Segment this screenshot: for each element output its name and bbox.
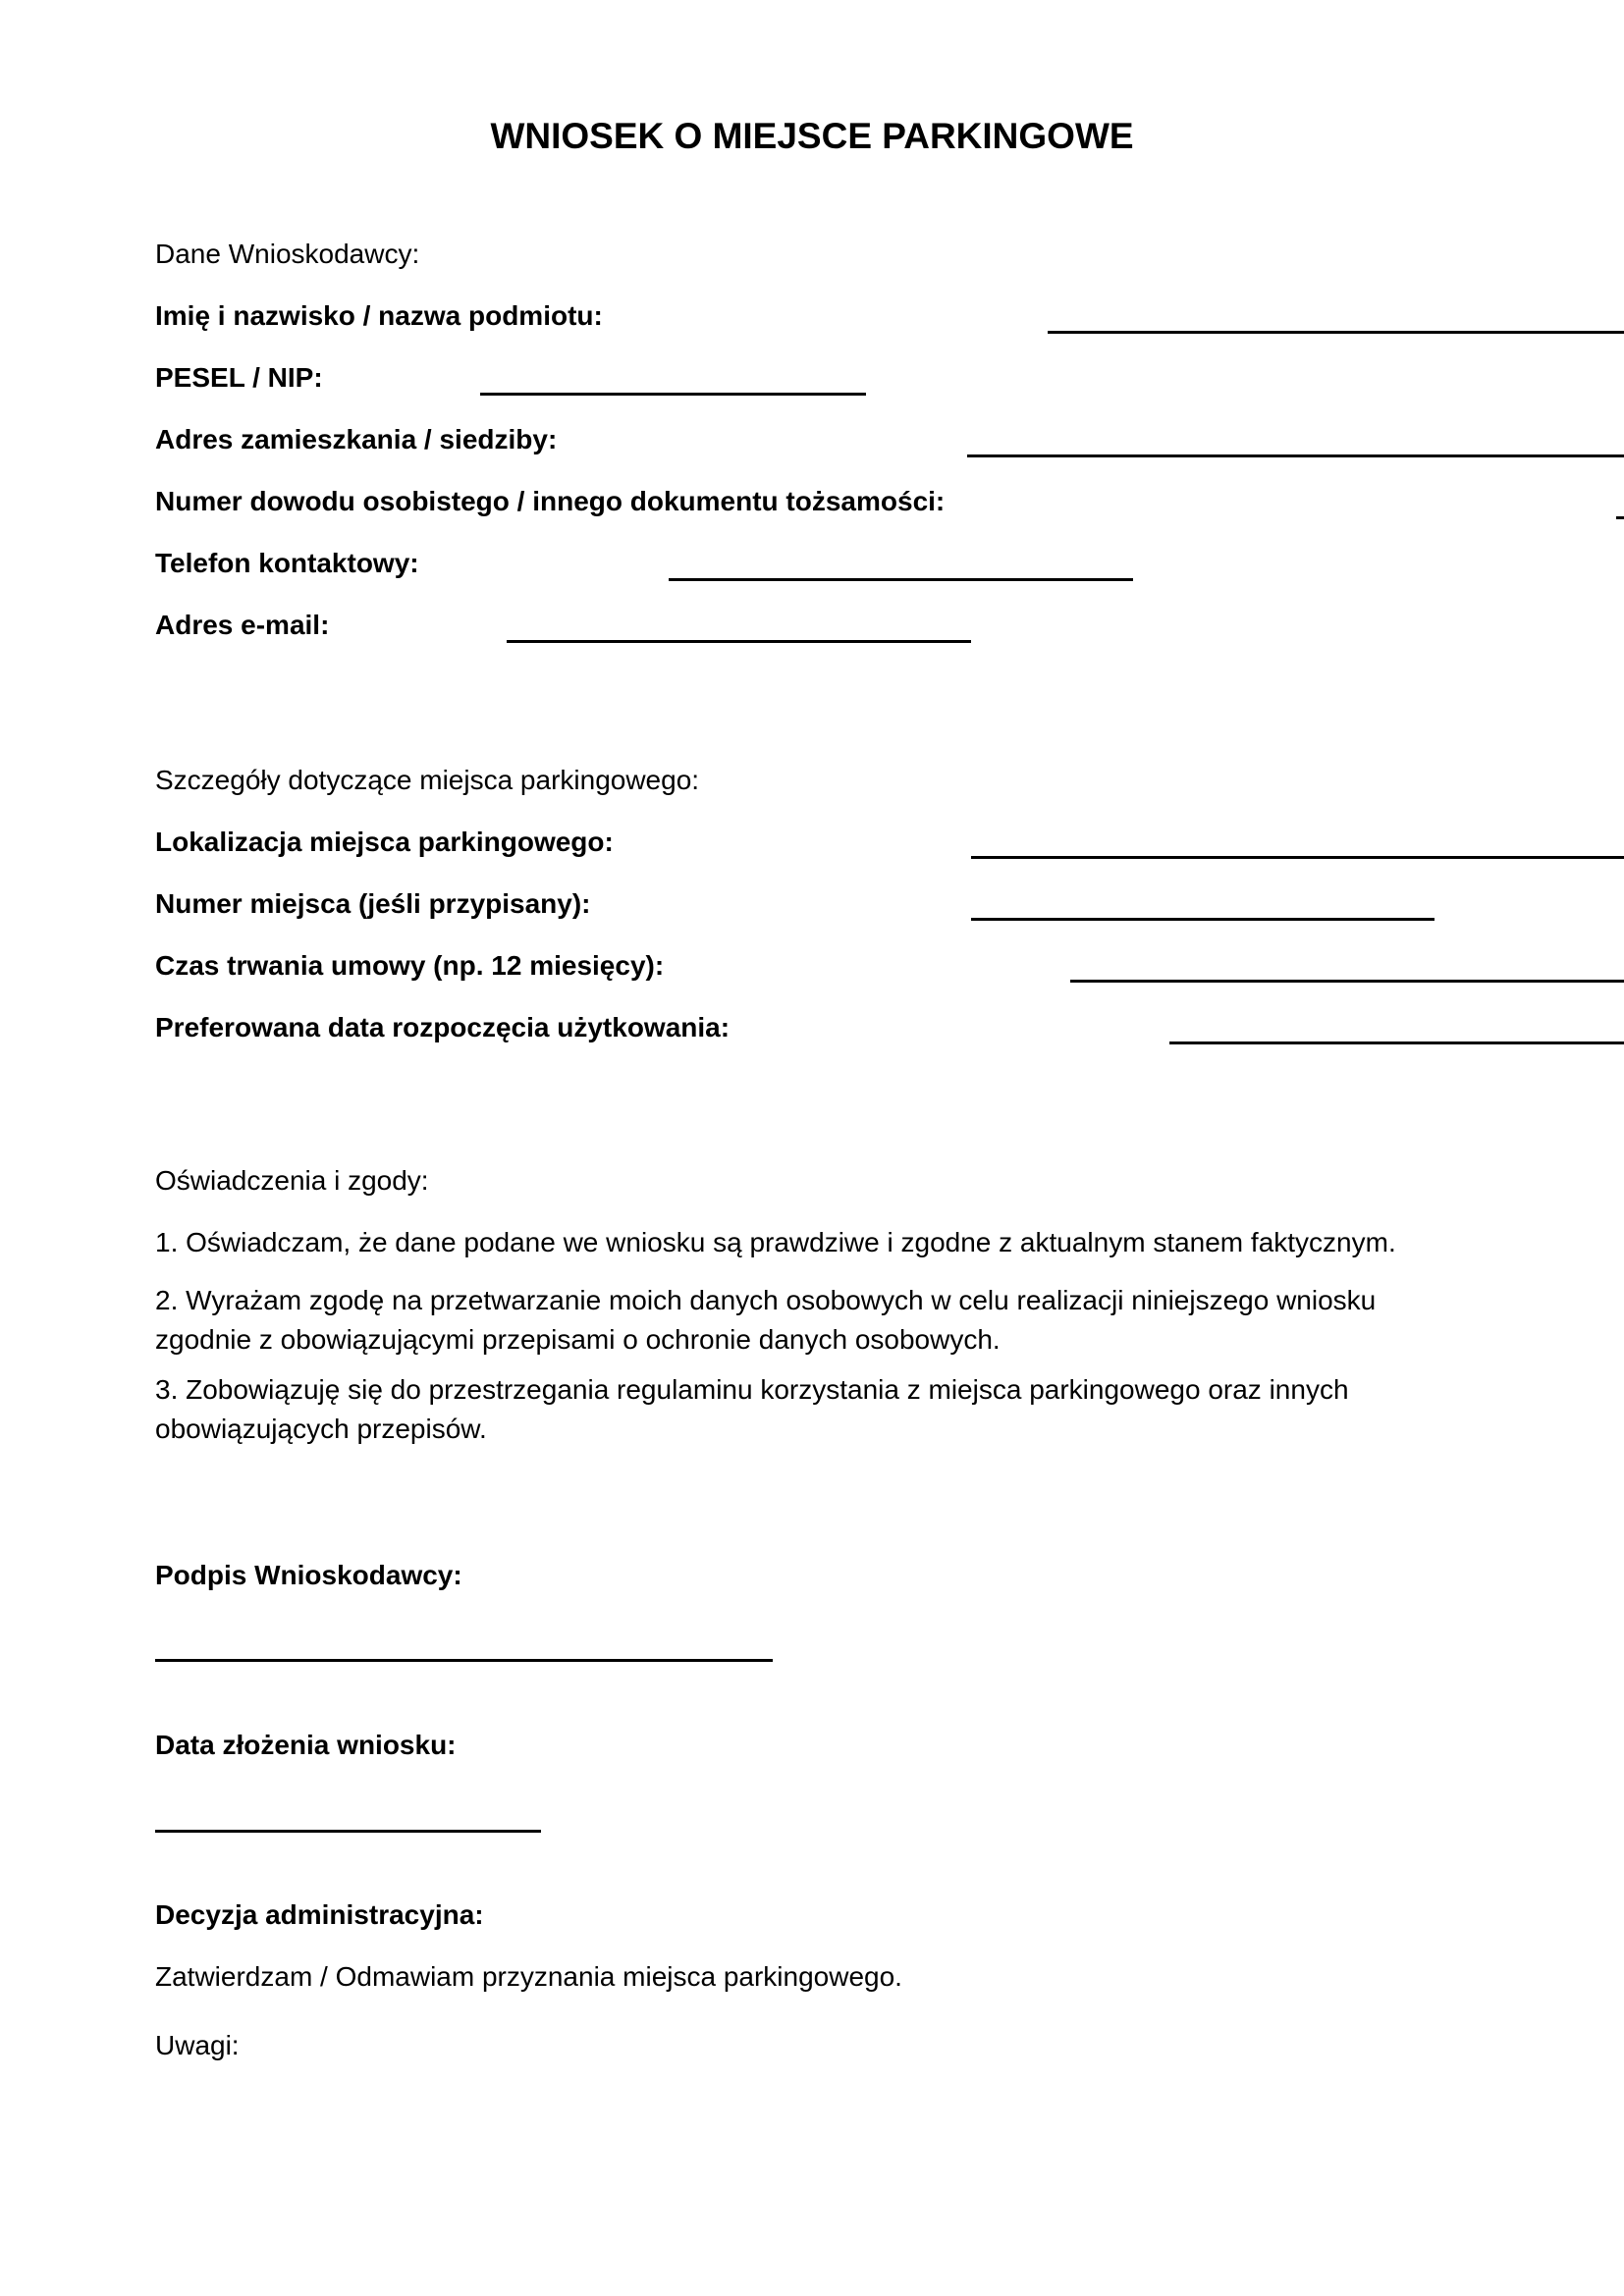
contract-duration-label: Czas trwania umowy (np. 12 miesięcy): <box>155 950 665 981</box>
submission-date-label: Data złożenia wniosku: <box>155 1730 457 1760</box>
phone-field[interactable] <box>669 578 1133 581</box>
contract-duration-field[interactable] <box>1070 980 1624 983</box>
declaration-item-3: 3. Zobowiązuję się do przestrzegania regulaminu korzystania z miejsca parkingowego oraz innych obowiązujących przepisów. <box>155 1374 1349 1444</box>
signature-label: Podpis Wnioskodawcy: <box>155 1560 462 1590</box>
spot-number-field[interactable] <box>971 918 1435 921</box>
parking-location-field[interactable] <box>971 856 1624 859</box>
declaration-item-1: 1. Oświadczam, że dane podane we wniosku są prawdziwe i zgodne z aktualnym stanem faktycznym. <box>155 1227 1396 1257</box>
decision-heading: Decyzja administracyjna: <box>155 1899 484 1930</box>
name-label: Imię i nazwisko / nazwa podmiotu: <box>155 300 603 331</box>
parking-section-heading: Szczegóły dotyczące miejsca parkingowego: <box>155 765 700 795</box>
declarations-heading: Oświadczenia i zgody: <box>155 1165 429 1196</box>
parking-location-label: Lokalizacja miejsca parkingowego: <box>155 827 614 857</box>
name-field[interactable] <box>1048 331 1624 334</box>
email-field[interactable] <box>507 640 971 643</box>
start-date-label: Preferowana data rozpoczęcia użytkowania: <box>155 1012 731 1042</box>
pesel-nip-label: PESEL / NIP: <box>155 362 323 393</box>
document-title: WNIOSEK O MIEJSCE PARKINGOWE <box>490 116 1134 156</box>
start-date-field[interactable] <box>1169 1041 1624 1044</box>
applicant-section-heading: Dane Wnioskodawcy: <box>155 239 420 269</box>
pesel-nip-field[interactable] <box>480 393 866 396</box>
signature-field[interactable] <box>155 1659 773 1662</box>
address-label: Adres zamieszkania / siedziby: <box>155 424 558 454</box>
notes-label: Uwagi: <box>155 2030 240 2060</box>
submission-date-field[interactable] <box>155 1830 541 1833</box>
address-field[interactable] <box>967 454 1624 457</box>
decision-text: Zatwierdzam / Odmawiam przyznania miejsca parkingowego. <box>155 1961 902 1992</box>
spot-number-label: Numer miejsca (jeśli przypisany): <box>155 888 591 919</box>
phone-label: Telefon kontaktowy: <box>155 548 419 578</box>
email-label: Adres e-mail: <box>155 610 330 640</box>
id-document-label: Numer dowodu osobistego / innego dokumentu tożsamości: <box>155 486 946 516</box>
declaration-item-2: 2. Wyrażam zgodę na przetwarzanie moich danych osobowych w celu realizacji niniejszego wniosku zgodnie z obowiązującymi przepisami o ochronie danych osobowych. <box>155 1285 1377 1355</box>
id-document-field[interactable] <box>1616 516 1624 519</box>
